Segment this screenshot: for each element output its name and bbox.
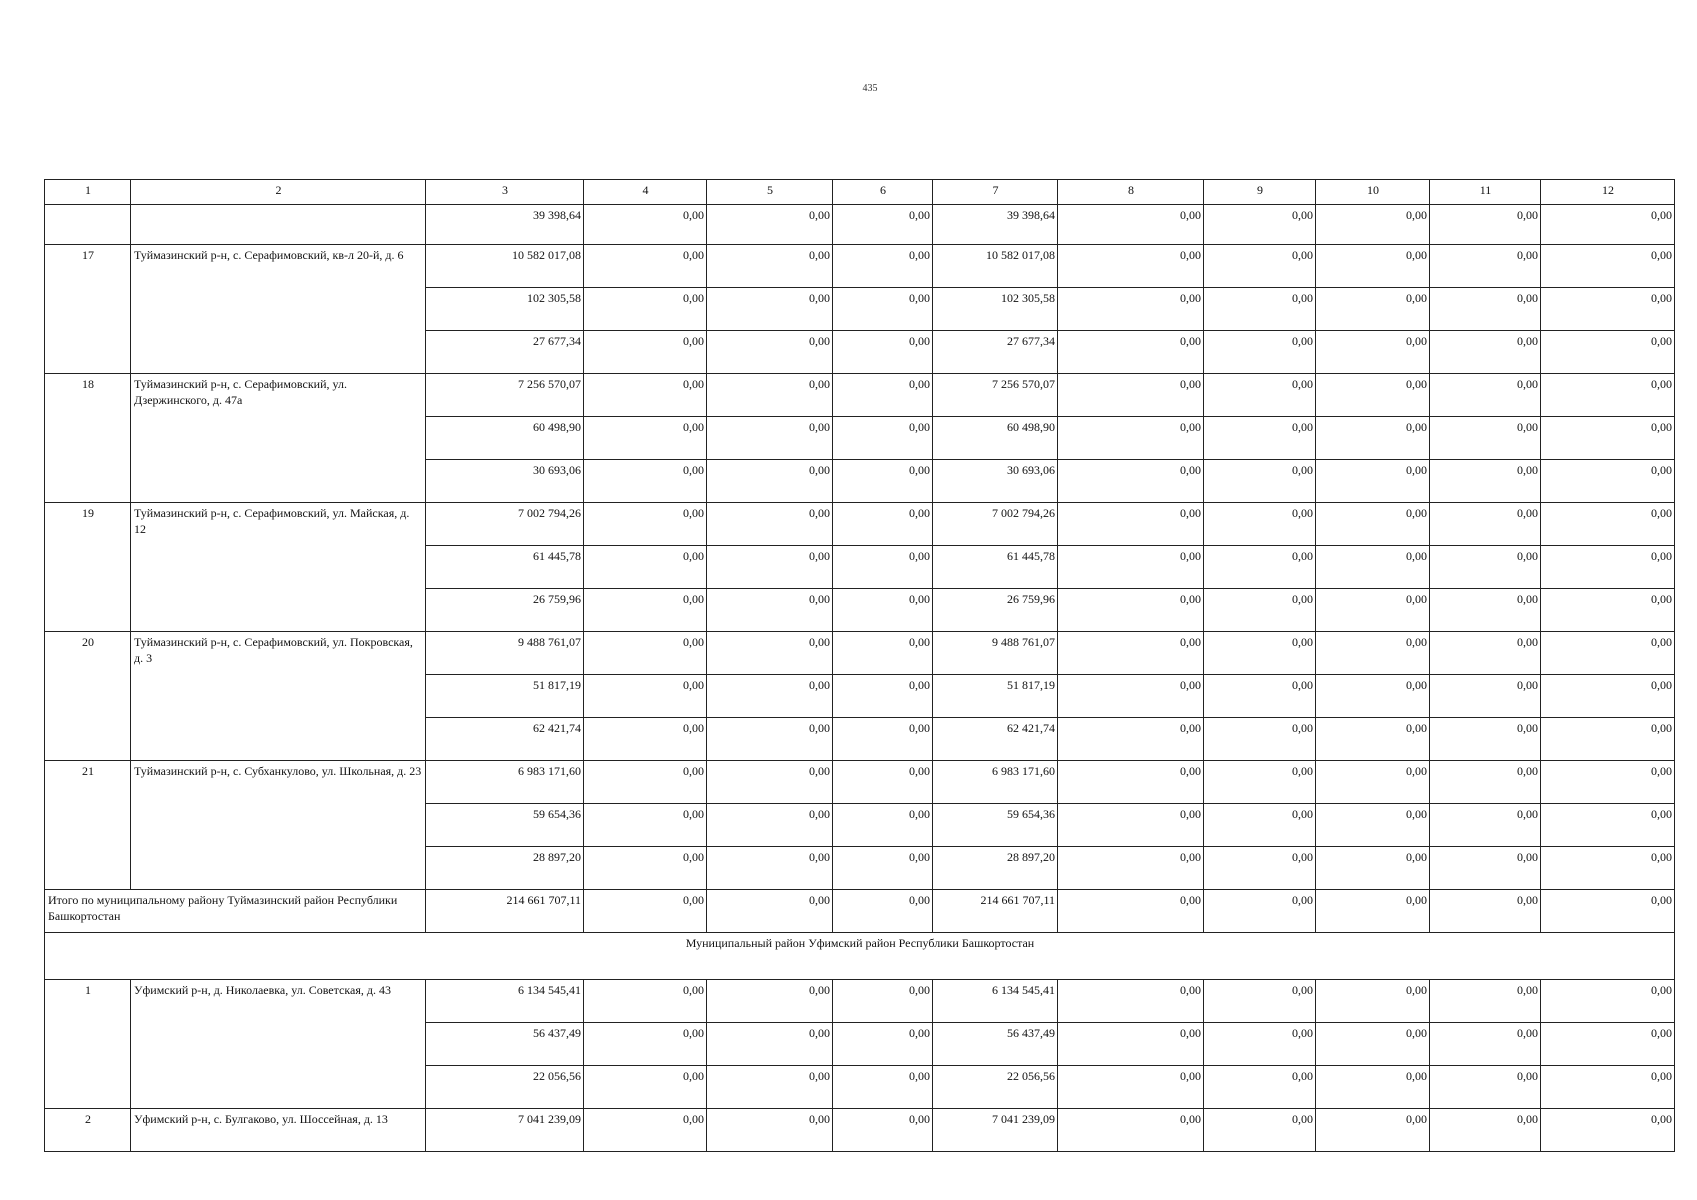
value-cell: 0,00 <box>833 1023 933 1066</box>
value-cell: 0,00 <box>584 205 707 245</box>
row-number-cell: 1 <box>45 980 131 1109</box>
value-cell: 102 305,58 <box>426 288 584 331</box>
value-cell: 0,00 <box>584 847 707 890</box>
value-cell: 6 134 545,41 <box>426 980 584 1023</box>
value-cell: 0,00 <box>707 205 833 245</box>
value-cell: 0,00 <box>1058 503 1204 546</box>
value-cell: 0,00 <box>1316 589 1430 632</box>
value-cell: 0,00 <box>1430 374 1541 417</box>
value-cell: 0,00 <box>1204 675 1316 718</box>
value-cell: 0,00 <box>1541 632 1675 675</box>
value-cell: 0,00 <box>833 589 933 632</box>
table-row <box>45 761 1675 804</box>
address-cell: Туймазинский р-н, с. Серафимовский, ул. Майская, д. 12 <box>131 503 426 632</box>
value-cell: 0,00 <box>833 417 933 460</box>
value-cell: 0,00 <box>584 503 707 546</box>
value-cell: 51 817,19 <box>426 675 584 718</box>
value-cell: 0,00 <box>1058 331 1204 374</box>
value-cell: 0,00 <box>707 417 833 460</box>
value-cell: 0,00 <box>1316 718 1430 761</box>
value-cell: 0,00 <box>1430 417 1541 460</box>
column-header: 2 <box>131 180 426 205</box>
header-row <box>45 180 1675 205</box>
value-cell: 26 759,96 <box>933 589 1058 632</box>
value-cell: 0,00 <box>707 589 833 632</box>
value-cell: 0,00 <box>1204 503 1316 546</box>
value-cell: 0,00 <box>1541 980 1675 1023</box>
value-cell: 39 398,64 <box>426 205 584 245</box>
value-cell: 0,00 <box>707 1109 833 1152</box>
table-row <box>45 245 1675 288</box>
row-number-cell: 17 <box>45 245 131 374</box>
value-cell: 0,00 <box>584 417 707 460</box>
value-cell: 0,00 <box>1541 761 1675 804</box>
value-cell: 0,00 <box>1316 417 1430 460</box>
table-row <box>45 374 1675 417</box>
value-cell: 0,00 <box>833 761 933 804</box>
value-cell: 56 437,49 <box>426 1023 584 1066</box>
value-cell: 0,00 <box>1058 460 1204 503</box>
value-cell: 0,00 <box>1204 718 1316 761</box>
value-cell: 0,00 <box>1541 589 1675 632</box>
value-cell: 0,00 <box>1430 503 1541 546</box>
address-cell: Туймазинский р-н, с. Серафимовский, ул. Покровская, д. 3 <box>131 632 426 761</box>
value-cell: 62 421,74 <box>933 718 1058 761</box>
value-cell: 0,00 <box>1541 460 1675 503</box>
value-cell: 0,00 <box>584 632 707 675</box>
total-value-cell: 214 661 707,11 <box>933 890 1058 933</box>
column-header: 5 <box>707 180 833 205</box>
row-number-cell <box>45 205 131 245</box>
section-title: Муниципальный район Уфимский район Республики Башкортостан <box>45 933 1675 980</box>
value-cell: 0,00 <box>1204 589 1316 632</box>
address-cell <box>131 205 426 245</box>
table-row <box>45 503 1675 546</box>
value-cell: 0,00 <box>833 331 933 374</box>
total-value-cell: 0,00 <box>584 890 707 933</box>
address-cell: Туймазинский р-н, с. Серафимовский, кв-л 20-й, д. 6 <box>131 245 426 374</box>
value-cell: 0,00 <box>1316 1066 1430 1109</box>
column-header: 6 <box>833 180 933 205</box>
value-cell: 60 498,90 <box>426 417 584 460</box>
value-cell: 0,00 <box>1058 374 1204 417</box>
value-cell: 0,00 <box>707 1023 833 1066</box>
value-cell: 0,00 <box>1430 245 1541 288</box>
value-cell: 0,00 <box>1430 1066 1541 1109</box>
value-cell: 0,00 <box>1058 980 1204 1023</box>
value-cell: 61 445,78 <box>933 546 1058 589</box>
value-cell: 56 437,49 <box>933 1023 1058 1066</box>
value-cell: 0,00 <box>1204 288 1316 331</box>
value-cell: 0,00 <box>1541 546 1675 589</box>
value-cell: 6 983 171,60 <box>426 761 584 804</box>
value-cell: 0,00 <box>584 374 707 417</box>
value-cell: 7 041 239,09 <box>426 1109 584 1152</box>
value-cell: 0,00 <box>1541 847 1675 890</box>
value-cell: 0,00 <box>1204 374 1316 417</box>
value-cell: 0,00 <box>1058 417 1204 460</box>
value-cell: 7 041 239,09 <box>933 1109 1058 1152</box>
value-cell: 0,00 <box>1316 546 1430 589</box>
value-cell: 30 693,06 <box>933 460 1058 503</box>
value-cell: 0,00 <box>1204 980 1316 1023</box>
value-cell: 0,00 <box>1541 804 1675 847</box>
table-row <box>45 1109 1675 1152</box>
total-value-cell: 0,00 <box>1541 890 1675 933</box>
table-row <box>45 632 1675 675</box>
value-cell: 0,00 <box>1058 1023 1204 1066</box>
value-cell: 0,00 <box>1430 589 1541 632</box>
page-number: 435 <box>862 83 878 94</box>
value-cell: 0,00 <box>1204 761 1316 804</box>
total-row <box>45 890 1675 933</box>
value-cell: 0,00 <box>1058 546 1204 589</box>
value-cell: 6 134 545,41 <box>933 980 1058 1023</box>
value-cell: 0,00 <box>1430 847 1541 890</box>
value-cell: 0,00 <box>584 245 707 288</box>
value-cell: 0,00 <box>1541 245 1675 288</box>
value-cell: 27 677,34 <box>426 331 584 374</box>
value-cell: 0,00 <box>584 331 707 374</box>
row-number-cell: 20 <box>45 632 131 761</box>
value-cell: 0,00 <box>1058 675 1204 718</box>
value-cell: 7 256 570,07 <box>426 374 584 417</box>
value-cell: 0,00 <box>1204 205 1316 245</box>
column-header: 9 <box>1204 180 1316 205</box>
row-number-cell: 19 <box>45 503 131 632</box>
value-cell: 22 056,56 <box>426 1066 584 1109</box>
value-cell: 51 817,19 <box>933 675 1058 718</box>
value-cell: 0,00 <box>707 245 833 288</box>
value-cell: 0,00 <box>1204 1066 1316 1109</box>
address-cell: Уфимский р-н, д. Николаевка, ул. Советская, д. 43 <box>131 980 426 1109</box>
value-cell: 10 582 017,08 <box>426 245 584 288</box>
column-header: 3 <box>426 180 584 205</box>
value-cell: 0,00 <box>1204 245 1316 288</box>
column-header: 1 <box>45 180 131 205</box>
value-cell: 0,00 <box>833 718 933 761</box>
row-number-cell: 18 <box>45 374 131 503</box>
value-cell: 0,00 <box>1058 288 1204 331</box>
value-cell: 0,00 <box>833 804 933 847</box>
table-row <box>45 980 1675 1023</box>
value-cell: 0,00 <box>1204 847 1316 890</box>
value-cell: 0,00 <box>833 1109 933 1152</box>
value-cell: 0,00 <box>584 718 707 761</box>
value-cell: 0,00 <box>707 503 833 546</box>
value-cell: 0,00 <box>1316 331 1430 374</box>
value-cell: 0,00 <box>1430 288 1541 331</box>
value-cell: 0,00 <box>833 1066 933 1109</box>
value-cell: 0,00 <box>1204 546 1316 589</box>
total-value-cell: 214 661 707,11 <box>426 890 584 933</box>
value-cell: 0,00 <box>1204 804 1316 847</box>
value-cell: 0,00 <box>1316 205 1430 245</box>
value-cell: 0,00 <box>1204 460 1316 503</box>
column-header: 8 <box>1058 180 1204 205</box>
value-cell: 0,00 <box>1541 1066 1675 1109</box>
value-cell: 0,00 <box>707 288 833 331</box>
value-cell: 0,00 <box>584 804 707 847</box>
value-cell: 0,00 <box>833 205 933 245</box>
value-cell: 0,00 <box>833 374 933 417</box>
value-cell: 0,00 <box>707 718 833 761</box>
value-cell: 0,00 <box>1430 331 1541 374</box>
value-cell: 0,00 <box>584 460 707 503</box>
value-cell: 28 897,20 <box>933 847 1058 890</box>
value-cell: 0,00 <box>707 546 833 589</box>
value-cell: 0,00 <box>1058 761 1204 804</box>
value-cell: 0,00 <box>1058 245 1204 288</box>
value-cell: 10 582 017,08 <box>933 245 1058 288</box>
value-cell: 0,00 <box>1541 718 1675 761</box>
value-cell: 0,00 <box>707 331 833 374</box>
value-cell: 0,00 <box>584 589 707 632</box>
column-header: 7 <box>933 180 1058 205</box>
value-cell: 62 421,74 <box>426 718 584 761</box>
value-cell: 0,00 <box>1316 847 1430 890</box>
address-cell: Уфимский р-н, с. Булгаково, ул. Шоссейная, д. 13 <box>131 1109 426 1152</box>
value-cell: 0,00 <box>584 1109 707 1152</box>
value-cell: 7 256 570,07 <box>933 374 1058 417</box>
value-cell: 0,00 <box>833 503 933 546</box>
value-cell: 0,00 <box>1204 632 1316 675</box>
value-cell: 0,00 <box>1430 460 1541 503</box>
value-cell: 0,00 <box>833 980 933 1023</box>
column-header: 4 <box>584 180 707 205</box>
value-cell: 0,00 <box>707 1066 833 1109</box>
table-row <box>45 205 1675 245</box>
value-cell: 0,00 <box>1316 503 1430 546</box>
value-cell: 0,00 <box>1058 847 1204 890</box>
value-cell: 0,00 <box>833 245 933 288</box>
value-cell: 0,00 <box>1541 417 1675 460</box>
value-cell: 0,00 <box>1430 675 1541 718</box>
value-cell: 0,00 <box>1430 804 1541 847</box>
value-cell: 0,00 <box>1430 1023 1541 1066</box>
value-cell: 0,00 <box>707 847 833 890</box>
value-cell: 0,00 <box>1058 804 1204 847</box>
value-cell: 6 983 171,60 <box>933 761 1058 804</box>
value-cell: 61 445,78 <box>426 546 584 589</box>
value-cell: 0,00 <box>1204 1023 1316 1066</box>
column-header: 11 <box>1430 180 1541 205</box>
value-cell: 0,00 <box>1058 718 1204 761</box>
value-cell: 0,00 <box>833 460 933 503</box>
value-cell: 0,00 <box>1204 417 1316 460</box>
value-cell: 59 654,36 <box>933 804 1058 847</box>
value-cell: 0,00 <box>1058 589 1204 632</box>
value-cell: 0,00 <box>1430 1109 1541 1152</box>
value-cell: 0,00 <box>707 980 833 1023</box>
value-cell: 0,00 <box>1316 1023 1430 1066</box>
value-cell: 0,00 <box>1541 503 1675 546</box>
value-cell: 0,00 <box>833 288 933 331</box>
value-cell: 0,00 <box>584 980 707 1023</box>
value-cell: 0,00 <box>1541 1023 1675 1066</box>
value-cell: 0,00 <box>1430 718 1541 761</box>
value-cell: 0,00 <box>1541 205 1675 245</box>
value-cell: 9 488 761,07 <box>933 632 1058 675</box>
value-cell: 102 305,58 <box>933 288 1058 331</box>
value-cell: 0,00 <box>1541 1109 1675 1152</box>
address-cell: Туймазинский р-н, с. Субханкулово, ул. Школьная, д. 23 <box>131 761 426 890</box>
value-cell: 0,00 <box>1316 460 1430 503</box>
value-cell: 0,00 <box>1058 632 1204 675</box>
value-cell: 0,00 <box>1430 205 1541 245</box>
total-label: Итого по муниципальному району Туймазинский район Республики Башкортостан <box>45 890 426 933</box>
row-number-cell: 21 <box>45 761 131 890</box>
row-number-cell: 2 <box>45 1109 131 1152</box>
value-cell: 60 498,90 <box>933 417 1058 460</box>
value-cell: 0,00 <box>1316 804 1430 847</box>
value-cell: 0,00 <box>707 761 833 804</box>
value-cell: 0,00 <box>1204 1109 1316 1152</box>
value-cell: 0,00 <box>707 460 833 503</box>
value-cell: 0,00 <box>833 847 933 890</box>
column-header: 10 <box>1316 180 1430 205</box>
total-value-cell: 0,00 <box>1316 890 1430 933</box>
value-cell: 0,00 <box>1430 546 1541 589</box>
value-cell: 0,00 <box>584 1023 707 1066</box>
value-cell: 0,00 <box>1430 761 1541 804</box>
value-cell: 0,00 <box>584 1066 707 1109</box>
column-header: 12 <box>1541 180 1675 205</box>
total-value-cell: 0,00 <box>707 890 833 933</box>
value-cell: 0,00 <box>1541 288 1675 331</box>
value-cell: 0,00 <box>707 675 833 718</box>
value-cell: 0,00 <box>1058 1066 1204 1109</box>
value-cell: 0,00 <box>584 675 707 718</box>
address-cell: Туймазинский р-н, с. Серафимовский, ул. Дзержинского, д. 47а <box>131 374 426 503</box>
value-cell: 0,00 <box>1541 374 1675 417</box>
total-value-cell: 0,00 <box>833 890 933 933</box>
value-cell: 39 398,64 <box>933 205 1058 245</box>
value-cell: 0,00 <box>833 632 933 675</box>
value-cell: 0,00 <box>1541 675 1675 718</box>
value-cell: 22 056,56 <box>933 1066 1058 1109</box>
value-cell: 28 897,20 <box>426 847 584 890</box>
value-cell: 0,00 <box>1316 632 1430 675</box>
value-cell: 59 654,36 <box>426 804 584 847</box>
value-cell: 0,00 <box>1316 288 1430 331</box>
value-cell: 0,00 <box>1316 374 1430 417</box>
value-cell: 0,00 <box>1058 1109 1204 1152</box>
value-cell: 0,00 <box>584 761 707 804</box>
value-cell: 0,00 <box>584 546 707 589</box>
value-cell: 27 677,34 <box>933 331 1058 374</box>
value-cell: 26 759,96 <box>426 589 584 632</box>
value-cell: 7 002 794,26 <box>426 503 584 546</box>
value-cell: 9 488 761,07 <box>426 632 584 675</box>
value-cell: 0,00 <box>1430 632 1541 675</box>
section-row <box>45 933 1675 980</box>
value-cell: 0,00 <box>833 675 933 718</box>
value-cell: 0,00 <box>1316 761 1430 804</box>
value-cell: 0,00 <box>707 632 833 675</box>
value-cell: 0,00 <box>707 804 833 847</box>
value-cell: 0,00 <box>1316 675 1430 718</box>
budget-table <box>44 179 1675 1152</box>
value-cell: 0,00 <box>1204 331 1316 374</box>
value-cell: 7 002 794,26 <box>933 503 1058 546</box>
value-cell: 0,00 <box>584 288 707 331</box>
value-cell: 0,00 <box>1058 205 1204 245</box>
value-cell: 0,00 <box>1316 980 1430 1023</box>
total-value-cell: 0,00 <box>1058 890 1204 933</box>
value-cell: 0,00 <box>1430 980 1541 1023</box>
value-cell: 0,00 <box>833 546 933 589</box>
total-value-cell: 0,00 <box>1430 890 1541 933</box>
value-cell: 0,00 <box>1316 245 1430 288</box>
value-cell: 0,00 <box>707 374 833 417</box>
total-value-cell: 0,00 <box>1204 890 1316 933</box>
value-cell: 0,00 <box>1316 1109 1430 1152</box>
value-cell: 0,00 <box>1541 331 1675 374</box>
value-cell: 30 693,06 <box>426 460 584 503</box>
